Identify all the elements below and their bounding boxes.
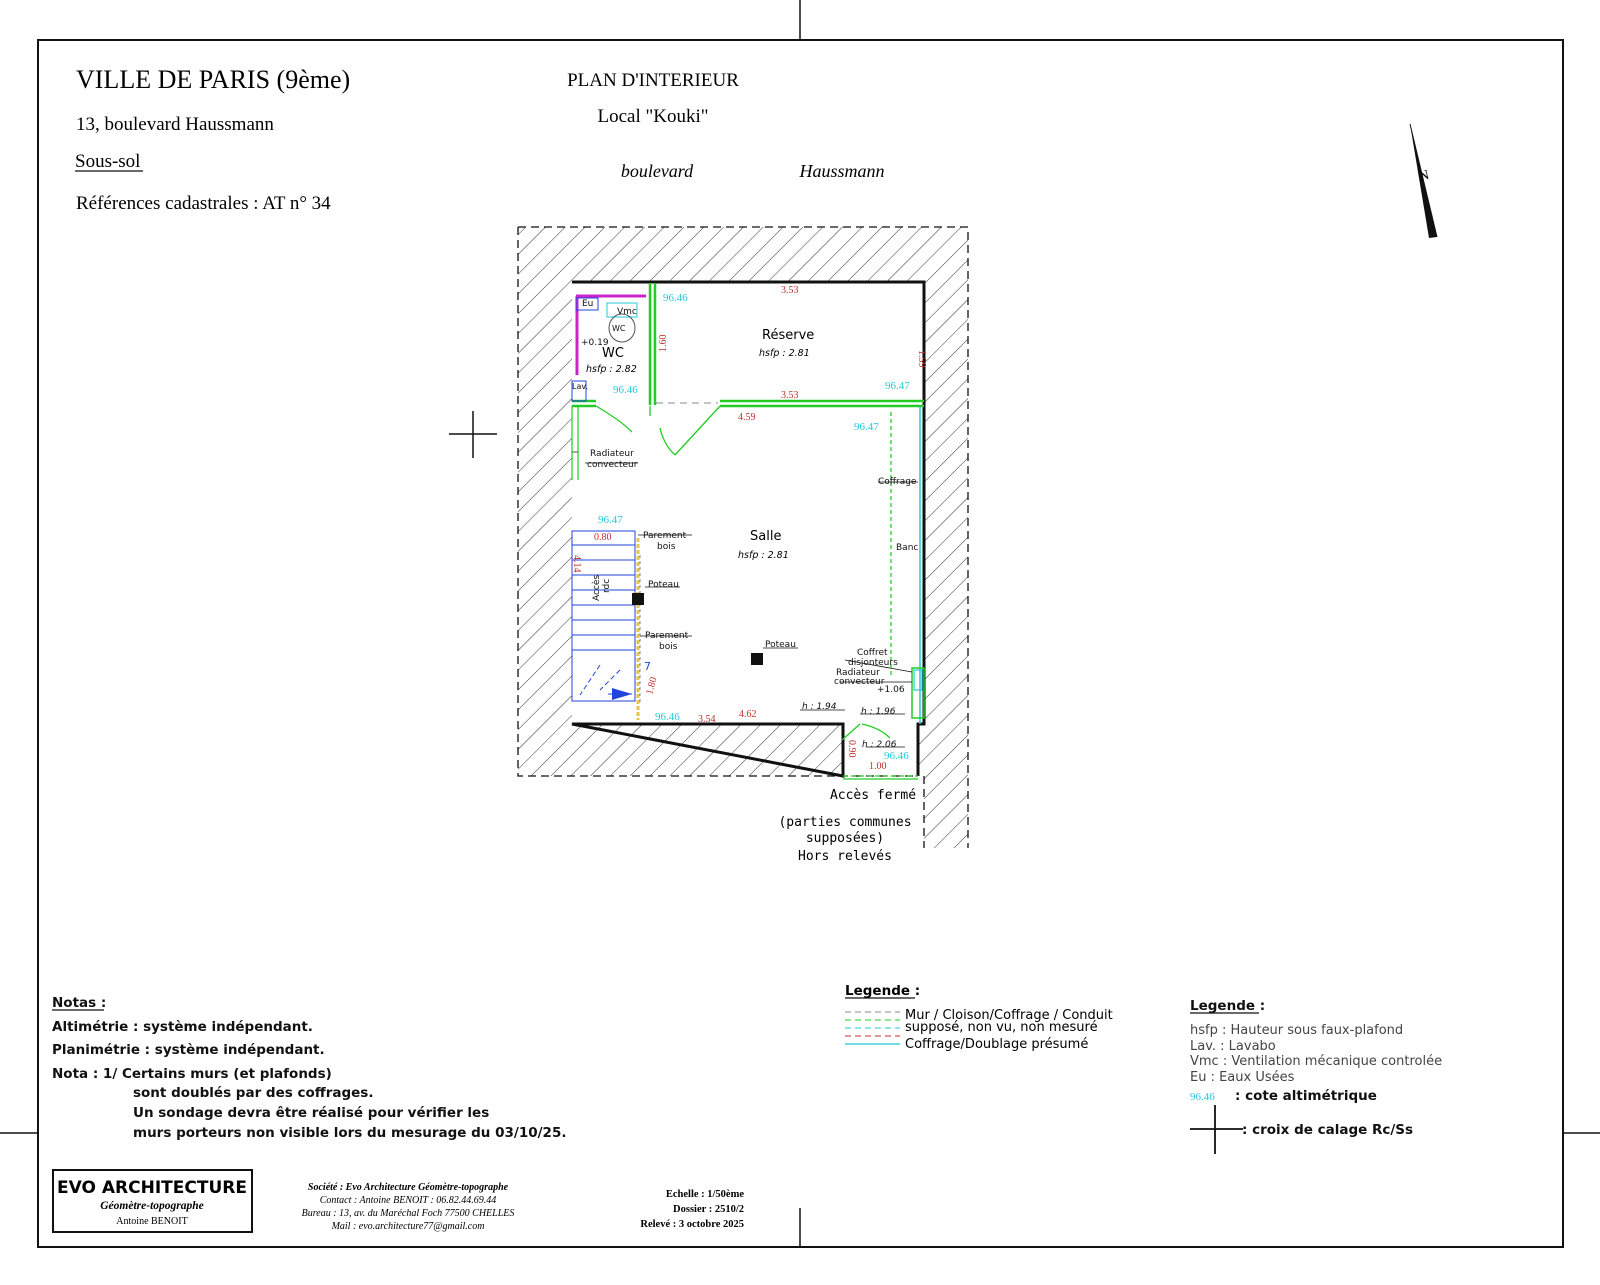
label-stair-7: 7 xyxy=(644,660,651,673)
notes-nota-line1: Nota : 1/ Certains murs (et plafonds) xyxy=(52,1066,332,1082)
cote-altimetric: 96.47 xyxy=(854,421,879,433)
dimension-label: 0.90 xyxy=(846,740,857,758)
room-label-reserve: Réserve xyxy=(762,328,815,343)
reference-cross-icon xyxy=(449,411,497,458)
legend2-hsfp: hsfp : Hauteur sous faux-plafond xyxy=(1190,1023,1404,1038)
plan-title: PLAN D'INTERIEUR xyxy=(567,70,739,91)
label-plus019: +0.19 xyxy=(581,338,609,348)
notes-planimetrie: Planimétrie : système indépendant. xyxy=(52,1042,325,1058)
label-h196: h : 1.96 xyxy=(861,707,896,717)
legend2-cote-sample: 96.46 xyxy=(1190,1091,1215,1103)
company-name: EVO ARCHITECTURE xyxy=(57,1178,247,1198)
dimension-label: 1.80 xyxy=(644,676,660,696)
radiator-box xyxy=(914,670,922,690)
label-radiateur-1a: Radiateur xyxy=(590,449,634,459)
street-name-1: boulevard xyxy=(620,161,694,181)
company-person: Antoine BENOIT xyxy=(116,1216,188,1227)
city-title: VILLE DE PARIS (9ème) xyxy=(76,65,351,94)
legend2-croix: : croix de calage Rc/Ss xyxy=(1242,1122,1414,1138)
company-contact: Contact : Antoine BENOIT : 06.82.44.69.44 xyxy=(319,1195,497,1206)
address: 13, boulevard Haussmann xyxy=(76,114,274,135)
street-name-2: Haussmann xyxy=(799,161,885,181)
company-mail: Mail : evo.architecture77@gmail.com xyxy=(331,1221,485,1232)
label-parement-2b: bois xyxy=(659,642,678,652)
label-h194: h : 1.94 xyxy=(802,702,837,712)
legend1-line3: Coffrage/Doublage présumé xyxy=(905,1037,1089,1052)
legend-lines xyxy=(845,983,1113,1052)
label-acces-ferme: Accès fermé xyxy=(829,788,917,803)
company-role: Géomètre-topographe xyxy=(100,1200,204,1212)
label-supposees: supposées) xyxy=(805,831,885,846)
legend2-eu: Eu : Eaux Usées xyxy=(1190,1070,1295,1085)
label-h206: h : 2.06 xyxy=(862,740,897,750)
cote-altimetric: 96.46 xyxy=(663,292,688,304)
dimension-label: 3.54 xyxy=(698,714,716,725)
room-label-salle: Salle xyxy=(750,529,782,544)
notes-nota-line2: sont doublés par des coffrages. xyxy=(133,1085,374,1101)
dimension-label: 1.60 xyxy=(658,334,669,352)
legend1-title: Legende : xyxy=(845,983,921,999)
label-parement-1b: bois xyxy=(657,542,676,552)
reserve-height: hsfp : 2.81 xyxy=(759,348,810,359)
label-plus106: +1.06 xyxy=(877,685,905,695)
cote-altimetric: 96.47 xyxy=(598,514,623,526)
dimension-label: 3.53 xyxy=(781,390,799,401)
stair-arrow-icon xyxy=(612,688,632,700)
notes-nota-line4: murs porteurs non visible lors du mesurage du 03/10/25. xyxy=(133,1125,567,1141)
dimension-label: 4.14 xyxy=(571,555,582,573)
label-coffret-a: Coffret xyxy=(857,648,888,658)
legend1-line1: Mur / Cloison/Coffrage / Conduit xyxy=(905,1008,1113,1023)
notes-altimetrie: Altimétrie : système indépendant. xyxy=(52,1019,313,1035)
cote-altimetric: 96.47 xyxy=(885,380,910,392)
label-radiateur-2a: Radiateur xyxy=(836,668,880,678)
label-banc: Banc xyxy=(896,543,919,553)
cote-altimetric: 96.46 xyxy=(655,711,680,723)
legend2-cote: : cote altimétrique xyxy=(1235,1088,1377,1104)
room-label-wc: WC xyxy=(602,346,624,361)
dimension-label: 4.59 xyxy=(738,412,756,423)
legend2-title: Legende : xyxy=(1190,998,1266,1014)
interior-walls xyxy=(572,282,924,776)
wc-height: hsfp : 2.82 xyxy=(586,364,637,375)
legend2-lav: Lav. : Lavabo xyxy=(1190,1039,1276,1054)
company-societe: Société : Evo Architecture Géomètre-topographe xyxy=(307,1182,509,1193)
dimension-label: 1.59 xyxy=(916,350,927,368)
label-hors-releves: Hors relevés xyxy=(798,849,892,864)
meta-dossier: Dossier : 2510/2 xyxy=(673,1204,744,1215)
label-wc-fixture: WC xyxy=(612,324,626,333)
dimension-label: 0.80 xyxy=(594,532,612,543)
label-eu: Eu xyxy=(582,299,594,309)
notes-title: Notas : xyxy=(52,995,107,1011)
label-vmc: Vmc xyxy=(617,307,637,317)
salle-height: hsfp : 2.81 xyxy=(738,550,789,561)
cote-altimetric: 96.46 xyxy=(613,384,638,396)
label-acces-rdc-a: Accès xyxy=(592,574,602,601)
post-icon xyxy=(632,593,644,605)
label-parement-1a: Parement xyxy=(643,531,687,541)
meta-echelle: Echelle : 1/50ème xyxy=(665,1189,744,1200)
plan-subtitle: Local "Kouki" xyxy=(597,106,709,127)
level-label: Sous-sol xyxy=(75,151,141,172)
legend1-line2: supposé, non vu, non mesuré xyxy=(905,1020,1098,1035)
dimension-label: 1.00 xyxy=(869,761,887,772)
label-radiateur-2b: convecteur xyxy=(834,677,885,687)
label-poteau-1: Poteau xyxy=(648,580,679,590)
post-icon xyxy=(751,653,763,665)
cadastral-ref: Références cadastrales : AT n° 34 xyxy=(76,193,331,214)
north-arrow-icon xyxy=(1410,124,1437,238)
label-coffret-b: disjonteurs xyxy=(848,658,898,668)
meta-releve: Relevé : 3 octobre 2025 xyxy=(640,1219,744,1230)
north-label: N xyxy=(1417,167,1431,185)
label-poteau-2: Poteau xyxy=(765,640,796,650)
legend2-vmc: Vmc : Ventilation mécanique controlée xyxy=(1190,1054,1443,1069)
company-bureau: Bureau : 13, av. du Maréchal Foch 77500 CHELLES xyxy=(301,1208,515,1219)
notes-nota-line3: Un sondage devra être réalisé pour vérifier les xyxy=(133,1105,490,1121)
cote-altimetric: 96.46 xyxy=(884,750,909,762)
label-coffrage: Coffrage xyxy=(878,477,917,487)
label-parement-2a: Parement xyxy=(645,631,689,641)
label-radiateur-1b: convecteur xyxy=(587,460,638,470)
label-parties-communes: (parties communes xyxy=(778,815,912,830)
dimension-label: 3.53 xyxy=(781,285,799,296)
dimension-label: 4.62 xyxy=(739,709,757,720)
label-lav: Lav. xyxy=(572,382,589,391)
label-acces-rdc-b: rdc xyxy=(602,578,612,593)
